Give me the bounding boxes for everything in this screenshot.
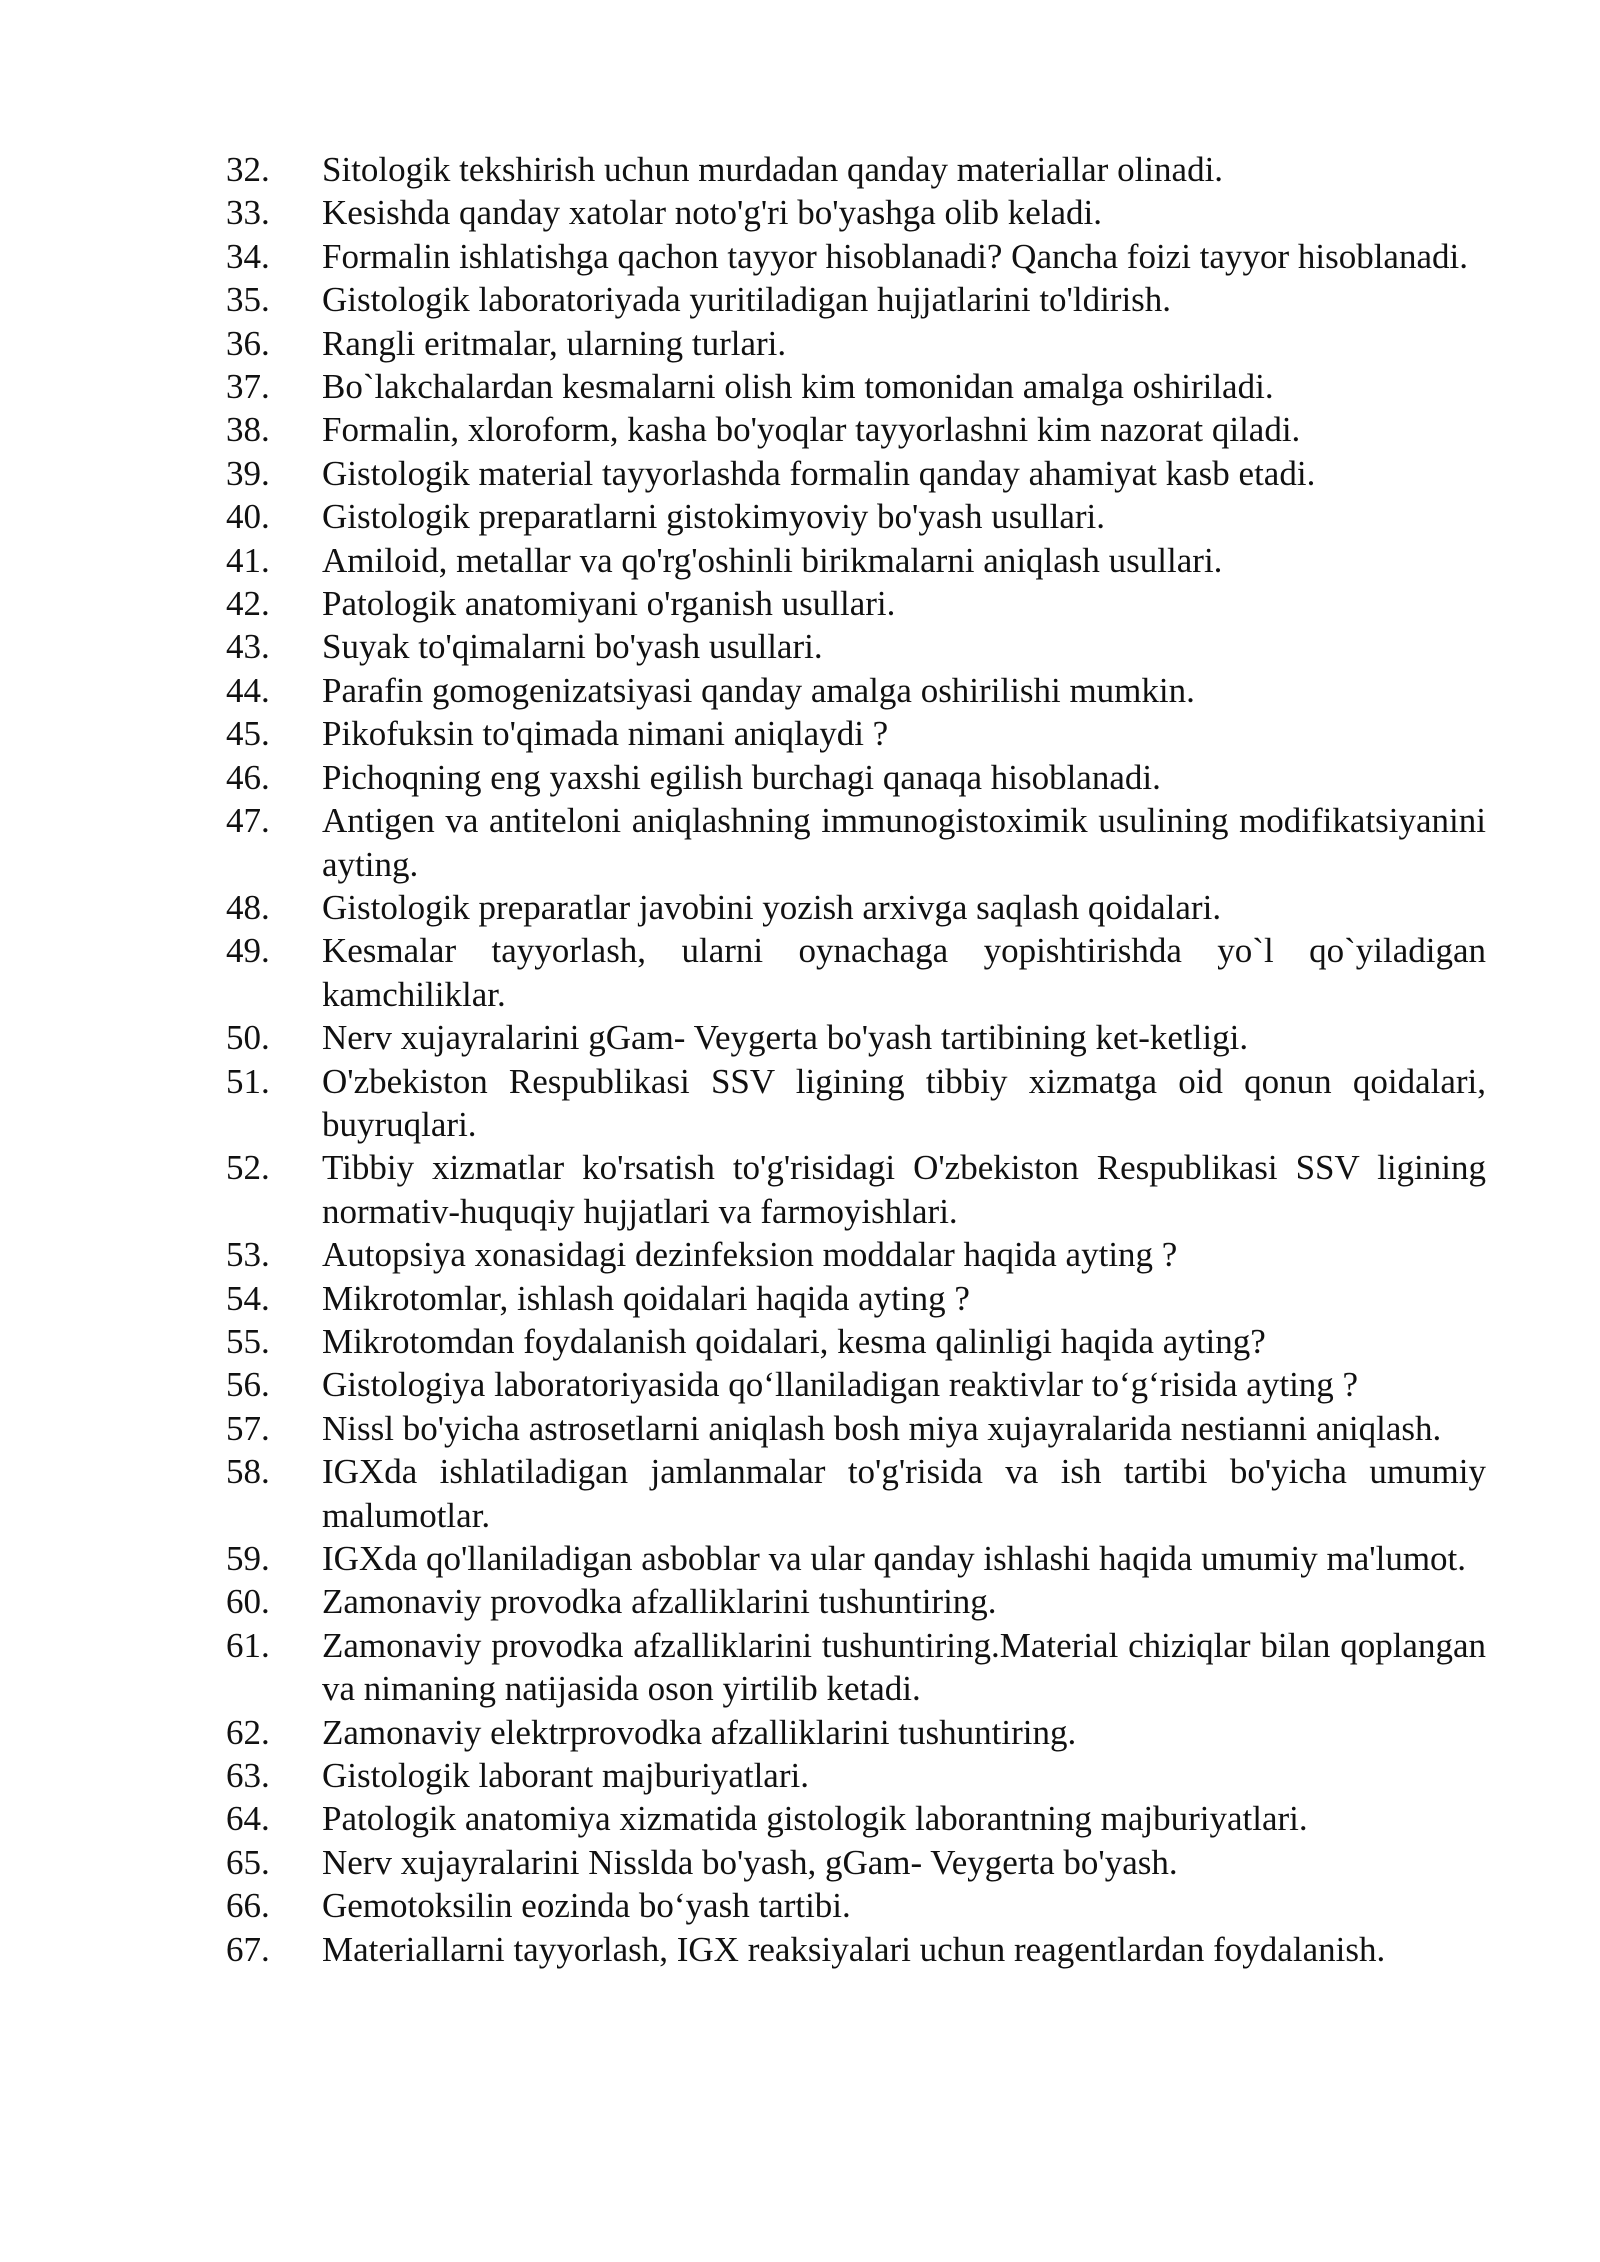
- item-number: 62.: [226, 1712, 270, 1752]
- item-text: Bo`lakchalardan kesmalarni olish kim tomonidan amalga oshiriladi.: [322, 367, 1274, 407]
- item-number: 45.: [226, 714, 270, 754]
- list-item: [226, 278, 1486, 321]
- list-item: [226, 929, 1486, 1016]
- item-text: Amiloid, metallar va qo'rg'oshinli birikmalarni aniqlash usullari.: [322, 540, 1223, 580]
- list-item: [226, 1537, 1486, 1580]
- list-item: [226, 148, 1486, 191]
- list-item: [226, 1884, 1486, 1927]
- item-number: 49.: [226, 931, 270, 971]
- list-item: [226, 495, 1486, 538]
- list-item: [226, 1016, 1486, 1059]
- list-item: [226, 1928, 1486, 1971]
- item-number: 51.: [226, 1061, 270, 1101]
- list-item: [226, 452, 1486, 495]
- item-text: Kesmalar tayyorlash, ularni oynachaga yopishtirishda yo`l qo`yiladigan kamchiliklar.: [322, 931, 1486, 1014]
- item-number: 39.: [226, 453, 270, 493]
- item-number: 54.: [226, 1278, 270, 1318]
- item-number: 60.: [226, 1582, 270, 1622]
- item-number: 65.: [226, 1842, 270, 1882]
- item-number: 33.: [226, 193, 270, 233]
- item-number: 58.: [226, 1452, 270, 1492]
- item-number: 59.: [226, 1539, 270, 1578]
- item-text: Gistologik material tayyorlashda formalin qanday ahamiyat kasb etadi.: [322, 453, 1316, 493]
- list-item: [226, 1754, 1486, 1797]
- question-list: [226, 148, 1486, 1971]
- list-item: [226, 1060, 1486, 1147]
- item-text: Gistologik preparatlarni gistokimyoviy bo'yash usullari.: [322, 497, 1106, 537]
- item-number: 55.: [226, 1321, 270, 1361]
- item-text: Autopsiya xonasidagi dezinfeksion moddalar haqida ayting ?: [322, 1235, 1178, 1275]
- item-number: 57.: [226, 1408, 270, 1448]
- item-number: 56.: [226, 1365, 270, 1405]
- item-text: Patologik anatomiya xizmatida gistologik laborantning majburiyatlari.: [322, 1799, 1308, 1839]
- item-text: IGXda ishlatiladigan jamlanmalar to'g'risida va ish tartibi bo'yicha umumiy malumotlar.: [322, 1452, 1486, 1535]
- item-text: Gemotoksilin eozinda bo‘yash tartibi.: [322, 1886, 851, 1926]
- list-item: [226, 191, 1486, 234]
- item-number: 67.: [226, 1929, 270, 1969]
- item-number: 48.: [226, 887, 270, 927]
- list-item: [226, 1320, 1486, 1363]
- list-item: [226, 712, 1486, 755]
- item-text: Mikrotomdan foydalanish qoidalari, kesma qalinligi haqida ayting?: [322, 1321, 1266, 1361]
- list-item: [226, 1407, 1486, 1450]
- item-text: Zamonaviy provodka afzalliklarini tushuntiring.Material chiziqlar bilan qoplangan va nimaning natijasida oson yirtilib ketadi.: [322, 1625, 1486, 1709]
- item-number: 32.: [226, 150, 270, 189]
- item-text: Suyak to'qimalarni bo'yash usullari.: [322, 627, 823, 667]
- item-text: Gistologiya laboratoriyasida qo‘llaniladigan reaktivlar to‘g‘risida ayting ?: [322, 1365, 1359, 1405]
- item-text: Antigen va antiteloni aniqlashning immunogistoximik usulining modifikatsiyanini ayting.: [322, 801, 1486, 884]
- item-text: Materiallarni tayyorlash, IGX reaksiyalari uchun reagentlardan foydalanish.: [322, 1929, 1386, 1969]
- list-item: [226, 799, 1486, 886]
- item-number: 44.: [226, 670, 270, 710]
- item-text: Nerv xujayralarini gGam- Veygerta bo'yash tartibining ket-ketligi.: [322, 1018, 1249, 1058]
- list-item: [226, 1146, 1486, 1233]
- list-item: [226, 1363, 1486, 1406]
- item-number: 47.: [226, 801, 270, 841]
- list-item: [226, 886, 1486, 929]
- item-number: 63.: [226, 1756, 270, 1796]
- list-item: [226, 1450, 1486, 1537]
- item-text: Pikofuksin to'qimada nimani aniqlaydi ?: [322, 714, 889, 754]
- list-item: [226, 669, 1486, 712]
- item-text: Formalin ishlatishga qachon tayyor hisoblanadi? Qancha foizi tayyor hisoblanadi.: [322, 236, 1468, 276]
- item-text: Rangli eritmalar, ularning turlari.: [322, 323, 787, 363]
- list-item: [226, 582, 1486, 625]
- list-item: [226, 408, 1486, 451]
- item-number: 43.: [226, 627, 270, 667]
- item-text: IGXda qo'llaniladigan asboblar va ular qanday ishlashi haqida umumiy ma'lumot.: [322, 1539, 1467, 1578]
- item-text: Tibbiy xizmatlar ko'rsatish to'g'risidagi O'zbekiston Respublikasi SSV ligining normativ-huquqiy hujjatlari va farmoyishlari.: [322, 1148, 1486, 1231]
- list-item: [226, 625, 1486, 668]
- item-number: 46.: [226, 757, 270, 797]
- list-item: [226, 539, 1486, 582]
- item-text: Sitologik tekshirish uchun murdadan qanday materiallar olinadi.: [322, 150, 1224, 189]
- list-item: [226, 1624, 1486, 1711]
- item-number: 34.: [226, 236, 270, 276]
- item-number: 36.: [226, 323, 270, 363]
- item-text: Mikrotomlar, ishlash qoidalari haqida ayting ?: [322, 1278, 970, 1318]
- list-item: [226, 365, 1486, 408]
- list-item: [226, 1797, 1486, 1840]
- item-text: O'zbekiston Respublikasi SSV ligining tibbiy xizmatga oid qonun qoidalari, buyruqlari.: [322, 1061, 1486, 1144]
- item-number: 42.: [226, 584, 270, 624]
- list-item: [226, 756, 1486, 799]
- item-text: Gistologik laboratoriyada yuritiladigan hujjatlarini to'ldirish.: [322, 280, 1172, 320]
- item-number: 64.: [226, 1799, 270, 1839]
- list-item: [226, 322, 1486, 365]
- item-number: 50.: [226, 1018, 270, 1058]
- item-text: Nissl bo'yicha astrosetlarni aniqlash bosh miya xujayralarida nestianni aniqlash.: [322, 1408, 1442, 1448]
- item-text: Zamonaviy provodka afzalliklarini tushuntiring.: [322, 1582, 997, 1622]
- item-number: 52.: [226, 1148, 270, 1188]
- item-number: 41.: [226, 540, 270, 580]
- item-number: 66.: [226, 1886, 270, 1926]
- item-number: 61.: [226, 1625, 270, 1665]
- list-item: [226, 1841, 1486, 1884]
- item-number: 38.: [226, 410, 270, 450]
- list-item: [226, 1580, 1486, 1623]
- item-text: Parafin gomogenizatsiyasi qanday amalga oshirilishi mumkin.: [322, 670, 1195, 710]
- item-text: Nerv xujayralarini Nissldа bo'yash, gGam- Veygerta bo'yash.: [322, 1842, 1178, 1882]
- list-item: [226, 1233, 1486, 1276]
- item-number: 37.: [226, 367, 270, 407]
- item-number: 35.: [226, 280, 270, 320]
- item-text: Formalin, xloroform, kasha bo'yoqlar tayyorlashni kim nazorat qiladi.: [322, 410, 1301, 450]
- item-text: Kesishda qanday xatolar noto'g'ri bo'yashga olib keladi.: [322, 193, 1102, 233]
- item-text: Zamonaviy elektrprovodka afzalliklarini tushuntiring.: [322, 1712, 1077, 1752]
- item-text: Gistologik preparatlar javobini yozish arxivga saqlash qoidalari.: [322, 887, 1222, 927]
- list-item: [226, 1711, 1486, 1754]
- item-text: Pichoqning eng yaxshi egilish burchagi qanaqa hisoblanadi.: [322, 757, 1161, 797]
- item-number: 40.: [226, 497, 270, 537]
- item-text: Patologik anatomiyani o'rganish usullari.: [322, 584, 896, 624]
- item-number: 53.: [226, 1235, 270, 1275]
- list-item: [226, 1277, 1486, 1320]
- item-text: Gistologik laborant majburiyatlari.: [322, 1756, 809, 1796]
- list-item: [226, 235, 1486, 278]
